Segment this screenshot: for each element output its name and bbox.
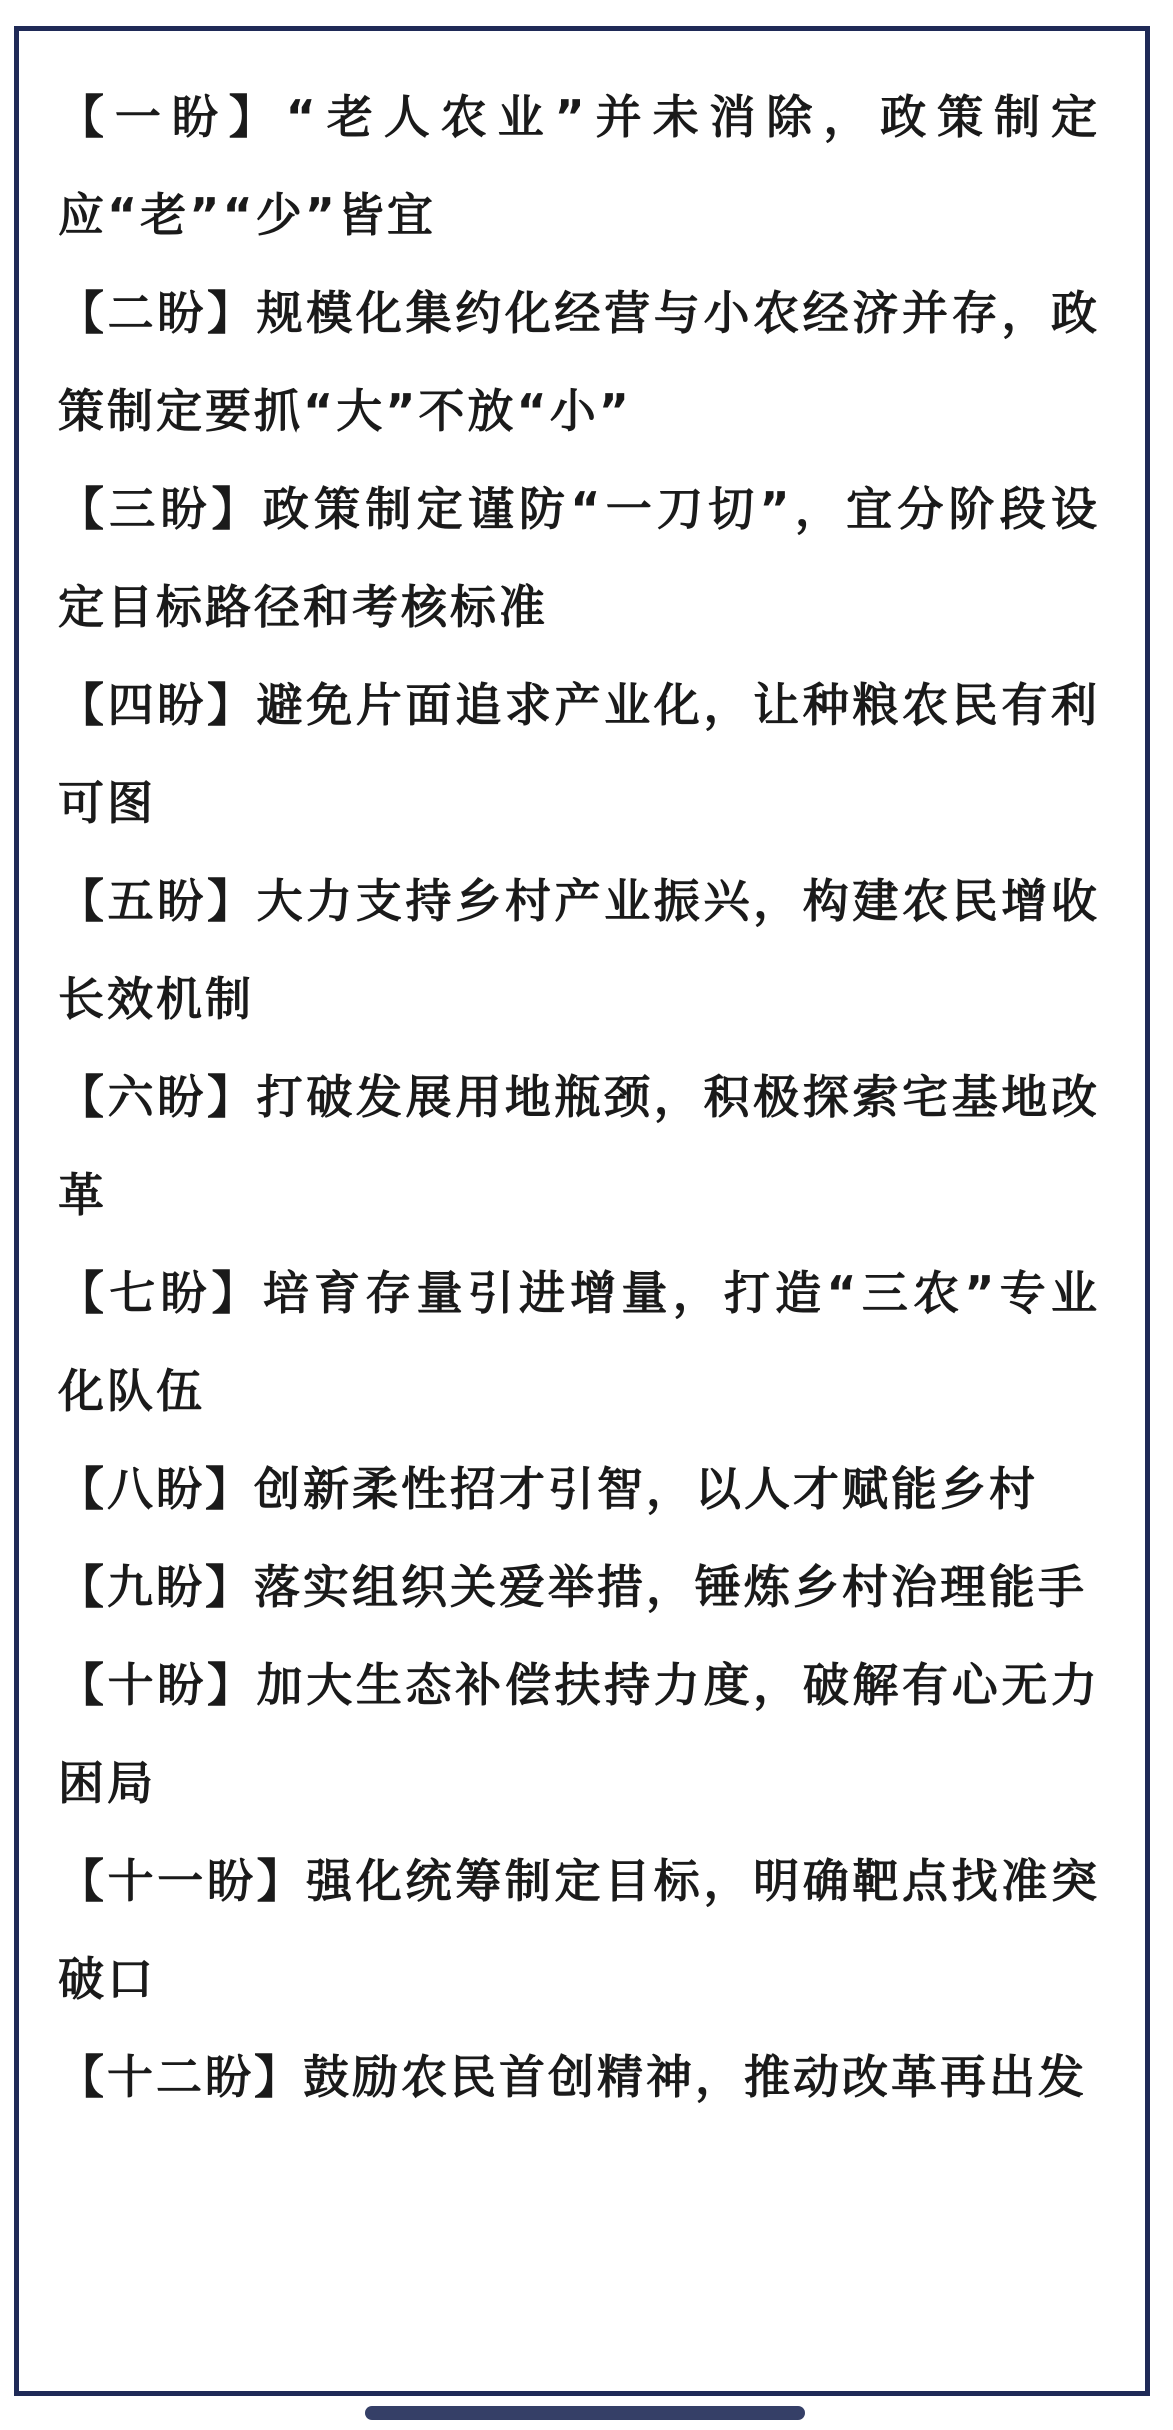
hope-item-1: 【一盼】“老人农业”并未消除，政策制定应“老”“少”皆宜 <box>58 90 1100 242</box>
hope-item-5: 【五盼】大力支持乡村产业振兴，构建农民增收长效机制 <box>58 874 1100 1026</box>
hope-item-9: 【九盼】落实组织关爱举措，锤炼乡村治理能手 <box>58 1560 1087 1614</box>
hopes-list <box>58 68 1100 2126</box>
hope-item-7: 【七盼】培育存量引进增量，打造“三农”专业化队伍 <box>58 1266 1100 1418</box>
hope-item-3: 【三盼】政策制定谨防“一刀切”，宜分阶段设定目标路径和考核标准 <box>58 482 1100 634</box>
hope-item-4: 【四盼】避免片面追求产业化，让种粮农民有利可图 <box>58 678 1100 830</box>
bottom-scroll-bar <box>365 2406 805 2420</box>
hope-item-6: 【六盼】打破发展用地瓶颈，积极探索宅基地改革 <box>58 1070 1100 1222</box>
hope-item-8: 【八盼】创新柔性招才引智，以人才赋能乡村 <box>58 1462 1038 1516</box>
hope-item-10: 【十盼】加大生态补偿扶持力度，破解有心无力困局 <box>58 1658 1100 1810</box>
hope-item-12: 【十二盼】鼓励农民首创精神，推动改革再出发 <box>58 2050 1087 2104</box>
hope-item-2: 【二盼】规模化集约化经营与小农经济并存，政策制定要抓“大”不放“小” <box>58 286 1100 438</box>
hope-item-11: 【十一盼】强化统筹制定目标，明确靶点找准突破口 <box>58 1854 1100 2006</box>
